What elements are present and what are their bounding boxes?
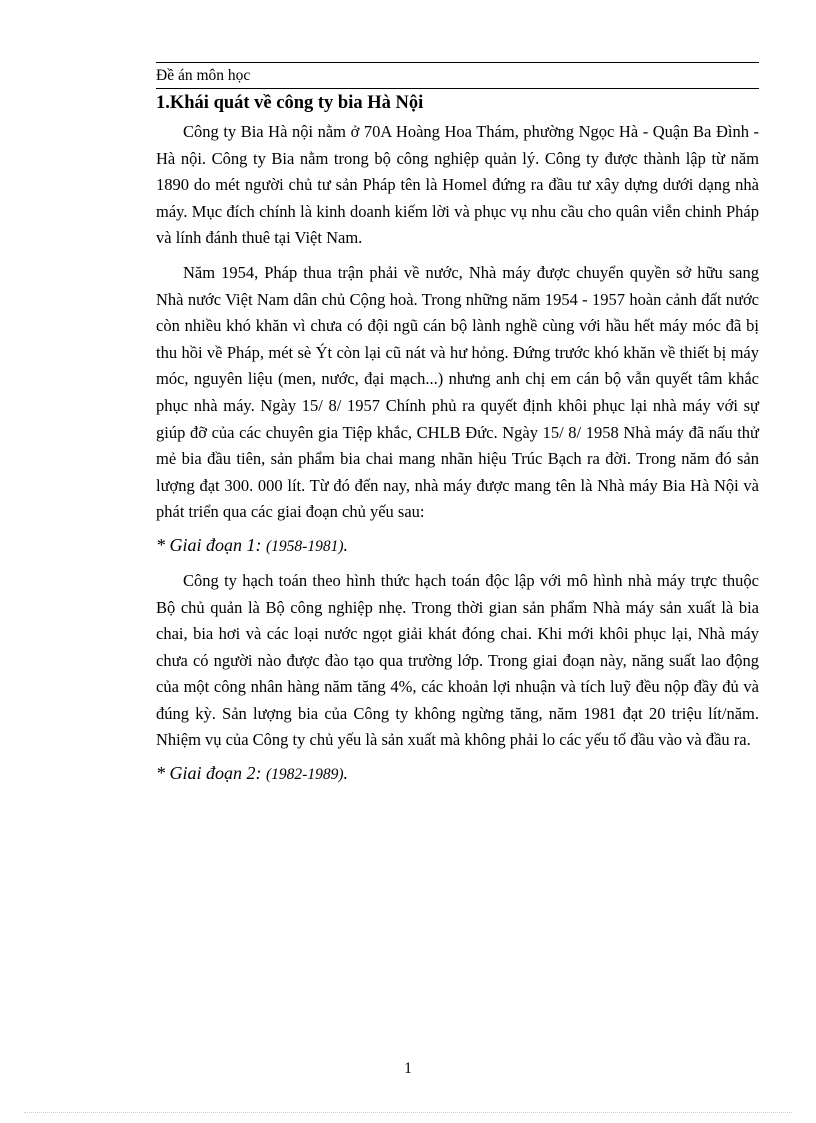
section-title: 1.Khái quát về công ty bia Hà Nội [156, 93, 424, 113]
stage-suffix: . [343, 534, 348, 555]
stage-years: (1982-1989) [266, 766, 344, 784]
stage-heading-1 [156, 534, 759, 558]
stage-suffix: . [343, 763, 348, 784]
header-bottom-rule [156, 88, 759, 89]
paragraph-company-intro: Công ty Bia Hà nội nằm ở 70A Hoàng Hoa Thám, phường Ngọc Hà - Quận Ba Đình - Hà nội. Công ty Bia nằm trong bộ công nghiệp quản lý. Công ty được thành lập từ năm 1890 do mét người chủ tư sản Pháp tên là Homel đứng ra đầu tư xây dựng dưới dạng nhà máy. Mục đích chính là kinh doanh kiếm lời và phục vụ nhu cầu cho quân viễn chinh Pháp và lính đánh thuê tại Việt Nam. [156, 122, 759, 248]
stage-heading-2 [156, 762, 759, 786]
header-top-rule [156, 62, 759, 63]
paragraph-history: Năm 1954, Pháp thua trận phải về nước, Nhà máy được chuyển quyền sở hữu sang Nhà nước Việt Nam dân chủ Cộng hoà. Trong những năm 1954 - 1957 hoàn cảnh đất nước còn nhiều khó khăn vì chưa có đội ngũ cán bộ lành nghề cùng với hầu hết máy móc đã bị thu hồi về Pháp, mét sè Ýt còn lại cũ nát và hư hỏng. Đứng trước khó khăn về thiết bị máy móc, nguyên liệu (men, nước, đại mạch...) nhưng anh chị em cán bộ vẫn quyết tâm khắc phục nhà máy. Ngày 15/ 8/ 1957 Chính phủ ra quyết định khôi phục lại nhà máy với sự giúp đỡ của các chuyên gia Tiệp khắc, CHLB Đức. Ngày 15/ 8/ 1958 Nhà máy đã nấu thử mẻ bia đầu tiên, sản phẩm bia chai mang nhãn hiệu Trúc Bạch ra đời. Trong năm đó sản lượng đạt 300. 000 lít. Từ đó đến nay, nhà máy được mang tên là Nhà máy Bia Hà Nội và phát triển qua các giai đoạn chủ yếu sau: [156, 262, 759, 522]
page-bottom-dotted-line [24, 1112, 792, 1113]
paragraph-stage-1: Công ty hạch toán theo hình thức hạch toán độc lập với mô hình nhà máy trực thuộc Bộ chủ quản là Bộ công nghiệp nhẹ. Trong thời gian sản phẩm Nhà máy sản xuất là bia chai, bia hơi và các loại nước ngọt giải khát đóng chai. Khi mới khôi phục lại, Nhà máy chưa có người nào được đào tạo qua trường lớp. Trong giai đoạn này, năng suất lao động của một công nhân hàng năm tăng 4%, các khoản lợi nhuận và tích luỹ đều nộp đầy đủ và đúng kỳ. Sản lượng bia của Công ty không ngừng tăng, năm 1981 đạt 20 triệu lít/năm. Nhiệm vụ của Công ty chủ yếu là sản xuất mà không phải lo các yếu tố đầu vào và đầu ra. [156, 570, 759, 750]
stage-years: (1958-1981) [266, 537, 344, 555]
page-number: 1 [404, 1060, 412, 1077]
stage-label: * Giai đoạn 2: [156, 763, 266, 784]
running-header: Đề án môn học [156, 67, 251, 84]
document-body [156, 119, 759, 796]
stage-label: * Giai đoạn 1: [156, 534, 266, 555]
